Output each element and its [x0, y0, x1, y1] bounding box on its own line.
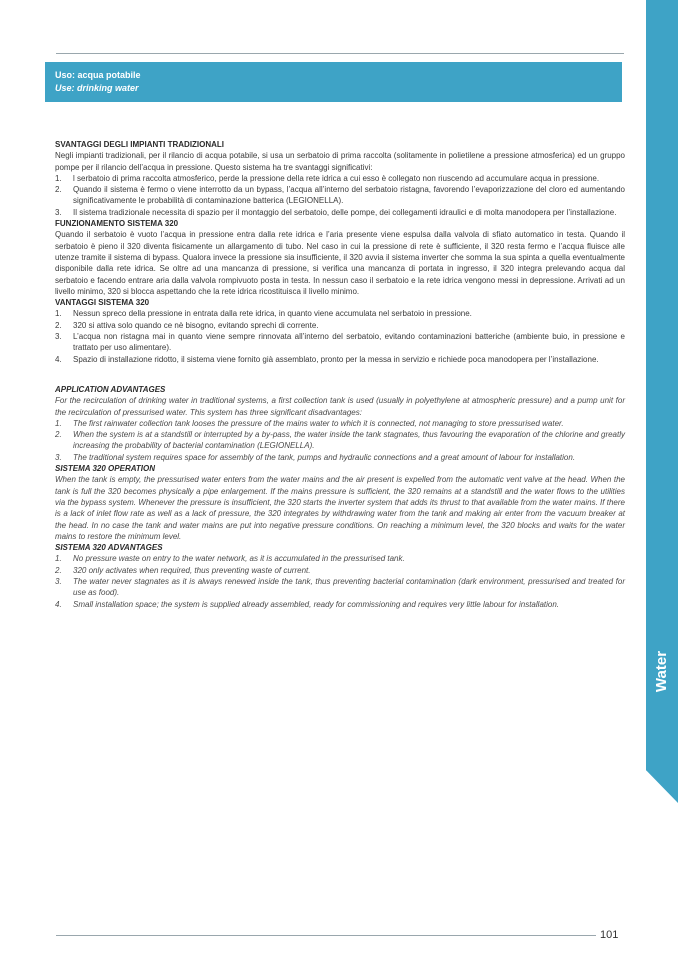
- list-number: 4.: [55, 599, 62, 609]
- section-title: VANTAGGI SISTEMA 320: [55, 298, 150, 308]
- list-item: [55, 576, 625, 599]
- section-title: SISTEMA 320 ADVANTAGES: [55, 543, 163, 553]
- list-item: [55, 418, 625, 429]
- list-item: [55, 553, 625, 564]
- list-number: 1.: [55, 173, 62, 183]
- side-tab-label: [649, 648, 675, 694]
- list-text: 320 only activates when required, thus preventing waste of current.: [73, 565, 311, 575]
- list-text: Spazio di installazione ridotto, il sistema viene fornito già assemblato, pronto per la messa in servizio e richiede poca manodopera per l’installazione.: [73, 354, 599, 364]
- list-text: l serbatoio di prima raccolta atmosferico, perde la pressione della rete idrica a cui esso è collegato non riuscendo ad accumulare acqua in pressione.: [73, 173, 600, 183]
- top-divider: [56, 53, 624, 54]
- list-text: The first rainwater collection tank looses the pressure of the mains water to which it is connected, not managing to store pressurised water.: [73, 418, 564, 428]
- list-item: [55, 452, 625, 463]
- header-use-english: Use: drinking water: [55, 83, 139, 93]
- list-number: 3.: [55, 576, 62, 586]
- list: [55, 308, 625, 364]
- list-item: [55, 173, 625, 184]
- list-item: [55, 207, 625, 218]
- section-title: SISTEMA 320 OPERATION: [55, 464, 156, 474]
- list-number: 1.: [55, 554, 62, 564]
- paragraph: Negli impianti tradizionali, per il rilancio di acqua potabile, si usa un serbatoio di prima raccolta (solitamente in polietilene a pressione atmosferica) ed un gruppo pompe per il rilancio dell’acqua in pressione. Questo sistema ha tre svantaggi significativi:: [55, 151, 625, 172]
- list: [55, 553, 625, 609]
- list-number: 1.: [55, 309, 62, 319]
- list-text: L’acqua non ristagna mai in quanto viene sempre rinnovata all’interno del serbatoio, evitando contaminazioni batteriche (ambiente buio, in pressione e trattato per uso alimentare).: [73, 332, 625, 353]
- list-number: 2.: [55, 565, 62, 575]
- paragraph: For the recirculation of drinking water in traditional systems, a first collection tank is used (usually in polyethylene at atmospheric pressure) and a pump unit for the recirculation of pressurised water. This system has three significant disadvantages:: [55, 396, 625, 417]
- bottom-divider: [56, 935, 596, 936]
- header-band: [45, 62, 622, 102]
- italian-section: [55, 139, 625, 365]
- section-title: APPLICATION ADVANTAGES: [55, 384, 166, 394]
- list-item: [55, 320, 625, 331]
- list-number: 3.: [55, 207, 62, 217]
- list-text: 320 si attiva solo quando ce nè bisogno, evitando sprechi di corrente.: [73, 320, 319, 330]
- list-text: The water never stagnates as it is always renewed inside the tank, thus preventing bacterial contamination (dark environment, pressurised and treated for use as food).: [73, 576, 625, 598]
- content: [55, 139, 625, 610]
- list-item: [55, 184, 625, 207]
- list-item: [55, 308, 625, 319]
- english-section: [55, 384, 625, 610]
- list-number: 3.: [55, 332, 62, 342]
- list-item: [55, 599, 625, 610]
- list-item: [55, 331, 625, 354]
- list-text: Il sistema tradizionale necessita di spazio per il montaggio del serbatoio, delle pompe, dei collegamenti idraulici e di molta manodopera per l’installazione.: [73, 207, 617, 217]
- paragraph: When the tank is empty, the pressurised water enters from the water mains and the air present is expelled from the automatic vent valve at the head. When the tank is full the 320 becomes physically a pipe enlargement. If the mains pressure is sufficient, the 320 remains at a standstill and the water flows to the utilities via the bypass system. Whenever the pressure is insufficient, the 320 starts the inverter system that adds its thrust to that available from the water mains. If there is a lack of inlet flow rate as well as a lack of pressure, the 320 integrates by withdrawing water from the tank and making air enter from the vacuum breaker at the head. In no case the tank and water mains are put into negative pressure conditions. On reaching a minimum level, the 320 blocks and waits for the water mains to restore the minimum level.: [55, 475, 625, 541]
- list-text: The traditional system requires space for assembly of the tank, pumps and hydraulic connections and a great amount of labour for installation.: [73, 452, 576, 462]
- list-number: 2.: [55, 320, 62, 330]
- side-tab-text: Water: [653, 650, 671, 692]
- header-use-italian: Uso: acqua potabile: [55, 70, 141, 80]
- list-number: 2.: [55, 185, 62, 195]
- list-text: Small installation space; the system is supplied already assembled, ready for commissioning and requires very little labour for installation.: [73, 599, 560, 609]
- list-number: 2.: [55, 430, 62, 440]
- list-number: 4.: [55, 354, 62, 364]
- list-text: No pressure waste on entry to the water network, as it is accumulated in the pressurised tank.: [73, 554, 405, 564]
- list-number: 3.: [55, 452, 62, 462]
- list-text: When the system is at a standstill or interrupted by a by-pass, the water inside the tank stagnates, thus favouring the evaporation of the chlorine and greatly increasing the probability of bacterial contamination (LEGIONELLA).: [73, 430, 625, 451]
- list: [55, 418, 625, 463]
- section-title: FUNZIONAMENTO SISTEMA 320: [55, 219, 179, 229]
- list-text: Nessun spreco della pressione in entrata dalla rete idrica, in quanto viene accumulata nel serbatoio in pressione.: [73, 309, 472, 319]
- list-number: 1.: [55, 418, 62, 428]
- list-text: Quando il sistema è fermo o viene interrotto da un bypass, l’acqua all’interno del serbatoio ristagna, favorendo l’evaporizzazione del cloro ed aumentando significativamente le probabilità di contaminazione batterica (LEGIONELLA).: [73, 185, 625, 206]
- paragraph: Quando il serbatoio è vuoto l’acqua in pressione entra dalla rete idrica e l’aria presente viene espulsa dalla valvola di sfiato automatico in testa. Quando il serbatoio è pieno il 320 diventa fisicamente un allargamento di tubo. Nel caso in cui la pressione di rete è sufficiente, il 320 resta fermo e l’acqua fluisce alle utenze tramite il sistema di bypass. Qualora invece la pressione sia insufficiente, il 320 avvia il sistema inverter che somma la sua spinta a quella eventualmente disponibile dalla rete idrica. Se oltre ad una mancanza di pressione, si verifica una mancanza di portata in ingresso, il 320 integra prelevando acqua dal serbatoio e facendo entrare aria dalla valvola rompivuoto posta in testa. In nessun caso il serbatoio e la rete idrica vengono messi in depressione. Arrivati ad un livello minimo, 320 si blocca aspettando che la rete idrica ricostituisca il livello minimo.: [55, 230, 625, 296]
- list-item: [55, 429, 625, 452]
- page-number: 101: [600, 929, 619, 941]
- list-item: [55, 354, 625, 365]
- section-title: SVANTAGGI DEGLI IMPIANTI TRADIZIONALI: [55, 140, 225, 149]
- list-item: [55, 565, 625, 576]
- list: [55, 173, 625, 218]
